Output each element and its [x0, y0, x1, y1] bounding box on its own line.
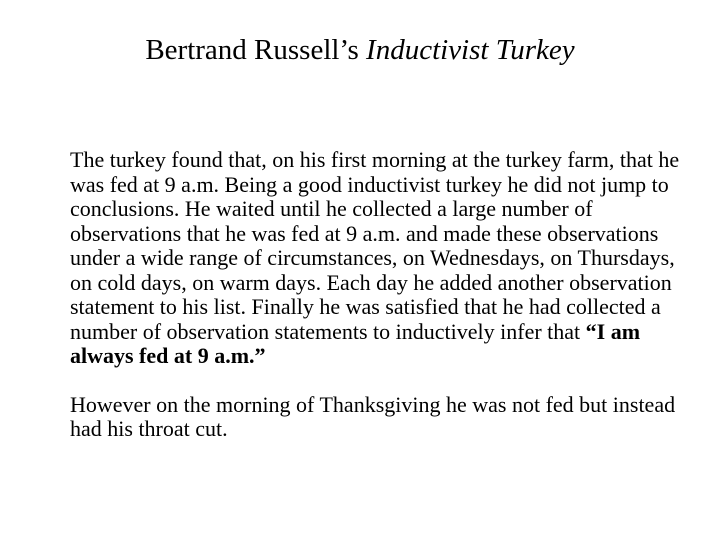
slide-body	[70, 148, 690, 442]
paragraph-observations-text: The turkey found that, on his first morning at the turkey farm, that he was fed at 9 a.m. Being a good inductivist turkey he did not jump to conclusions. He waited until he collected a large number of observations that he was fed at 9 a.m. and made these observations under a wide range of circumstances, on Wednesdays, on Thursdays, on cold days, on warm days. Each day he added another observation statement to his list. Finally he was satisfied that he had collected a number of observation statements to inductively infer that	[70, 147, 680, 344]
slide-title	[0, 30, 720, 70]
inference-quote: “I am always fed at 9 a.m.”	[70, 318, 641, 368]
paragraph-thanksgiving	[70, 393, 690, 442]
paragraph-observations	[70, 148, 690, 369]
title-emphasis: Inductivist Turkey	[366, 34, 575, 66]
paragraph-thanksgiving-text: However on the morning of Thanksgiving he was not fed but instead had his throat cut.	[70, 391, 676, 441]
title-prefix: Bertrand Russell’s	[145, 34, 367, 66]
